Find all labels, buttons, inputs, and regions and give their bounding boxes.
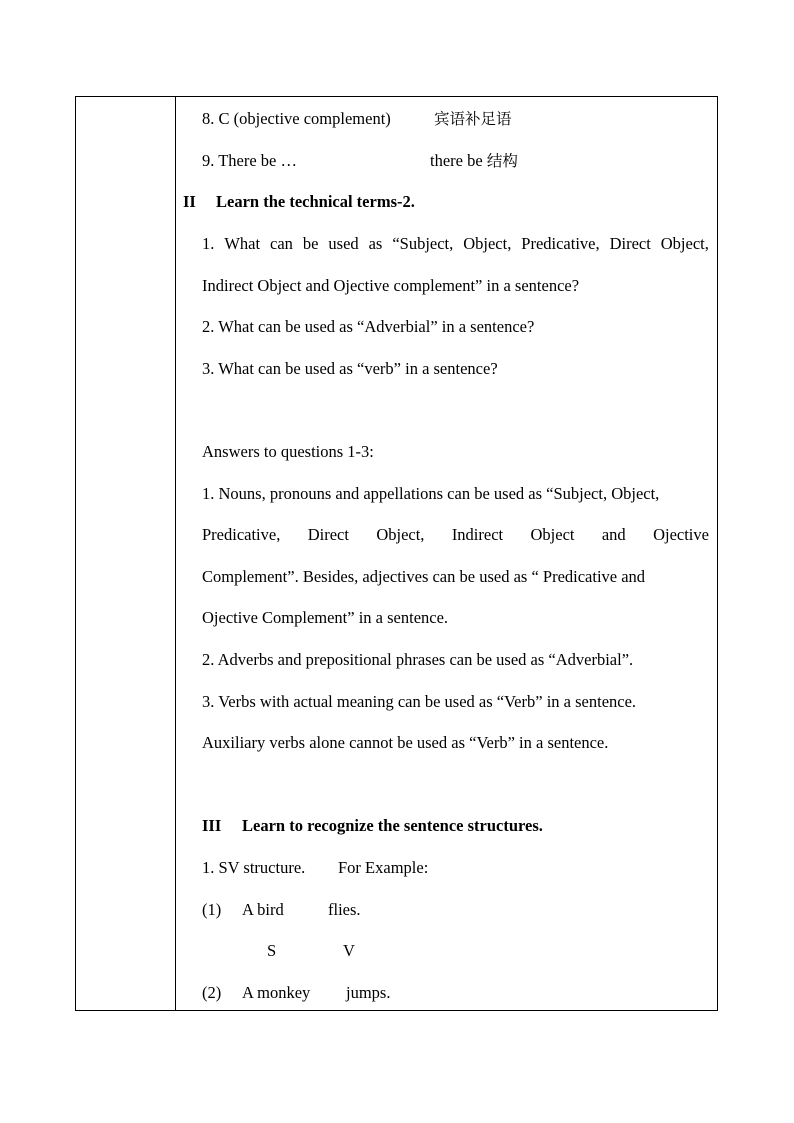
question-1-line-2: Indirect Object and Ojective complement” in a sentence? <box>202 276 580 295</box>
section-3-title: Learn to recognize the sentence structures. <box>242 816 543 835</box>
answer-1-word: Direct <box>307 525 349 544</box>
example-1-number: (1) <box>202 900 222 919</box>
content-cell <box>176 97 717 1010</box>
question-1-word: Direct <box>609 234 651 253</box>
question-1-line-1 <box>202 232 709 256</box>
answer-3-line-1: 3. Verbs with actual meaning can be used as “Verb” in a sentence. <box>202 692 637 711</box>
example-2-subject: A monkey <box>242 983 311 1002</box>
section-2-numeral: II <box>183 192 196 211</box>
section-3-heading <box>202 814 717 838</box>
left-column-cell <box>76 97 176 1010</box>
sv-structure-title: 1. SV structure. <box>202 858 306 877</box>
sv-for-example: For Example: <box>338 858 429 877</box>
answer-1-word: Object, <box>376 525 425 544</box>
example-1-subject: A bird <box>242 900 284 919</box>
example-1 <box>202 898 709 922</box>
answer-3-line-2: Auxiliary verbs alone cannot be used as “Verb” in a sentence. <box>202 733 609 752</box>
item-8-cn: 宾语补足语 <box>434 110 512 128</box>
question-1-word: What <box>224 234 261 253</box>
question-1-word: Predicative, <box>521 234 600 253</box>
section-3-numeral: III <box>202 816 222 835</box>
subject-label: S <box>267 941 277 960</box>
answers-heading: Answers to questions 1-3: <box>202 442 374 461</box>
item-9-label: 9. There be … <box>202 151 297 170</box>
verb-label: V <box>343 941 355 960</box>
answer-1-line-1: 1. Nouns, pronouns and appellations can be used as “Subject, Object, <box>202 484 660 503</box>
example-2-number: (2) <box>202 983 222 1002</box>
answer-1-line-4: Ojective Complement” in a sentence. <box>202 608 449 627</box>
question-1-word: used <box>328 234 359 253</box>
question-1-word: Object, <box>660 234 709 253</box>
question-1-word: “Subject, <box>392 234 454 253</box>
item-8 <box>202 107 709 131</box>
answer-1-word: Object <box>530 525 575 544</box>
sv-structure-line <box>202 856 709 880</box>
example-1-labels <box>202 939 709 963</box>
answer-1-word: Ojective <box>653 525 709 544</box>
example-2 <box>202 981 709 1005</box>
item-9-cn: 结构 <box>486 152 518 170</box>
question-1-word: 1. <box>202 234 215 253</box>
item-8-label: 8. C (objective complement) <box>202 109 391 128</box>
section-2-title: Learn the technical terms-2. <box>216 192 415 211</box>
answer-1-word: and <box>601 525 626 544</box>
question-1-word: as <box>368 234 383 253</box>
question-3: 3. What can be used as “verb” in a sentence? <box>202 359 498 378</box>
document-table <box>75 96 718 1011</box>
question-2: 2. What can be used as “Adverbial” in a sentence? <box>202 317 535 336</box>
section-2-heading <box>183 190 717 214</box>
question-1-word: Object, <box>463 234 512 253</box>
answer-1-word: Indirect <box>451 525 504 544</box>
item-9-cn-prefix: there be <box>430 151 487 170</box>
question-1-word: be <box>302 234 319 253</box>
answer-1-line-2 <box>202 523 709 547</box>
answer-1-line-3: Complement”. Besides, adjectives can be used as “ Predicative and <box>202 567 646 586</box>
item-9 <box>202 149 709 173</box>
question-1-word: can <box>270 234 293 253</box>
example-1-verb: flies. <box>328 900 361 919</box>
answer-2: 2. Adverbs and prepositional phrases can be used as “Adverbial”. <box>202 650 634 669</box>
example-2-verb: jumps. <box>346 983 391 1002</box>
answer-1-word: Predicative, <box>202 525 281 544</box>
